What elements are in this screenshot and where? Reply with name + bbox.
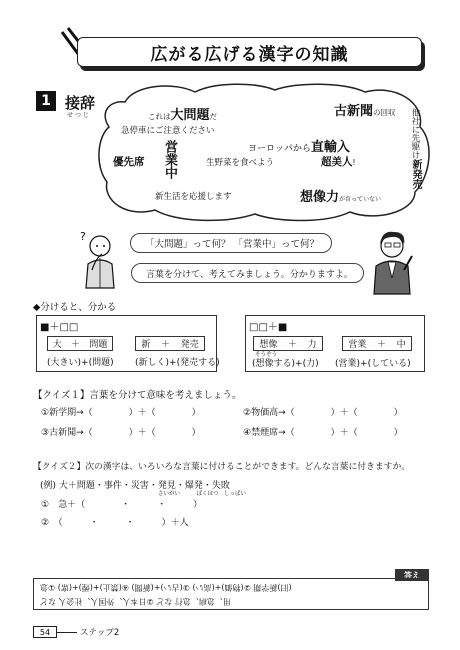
section-title: 接辞 [65,94,96,112]
question-bubble: 「大問題」って何？ 「営業中」って何？ [130,233,332,253]
right-ruby: そうぞう [255,352,278,358]
cloud-word-10: 新生活を応援します [155,192,232,202]
cloud-word-5: 他社に先駆け新発売 [410,108,421,189]
cloud-word-8: 生野菜を食べよう [206,158,275,168]
right-example-2: 営業 ＋ 中 [342,336,412,351]
right-gloss-2: (営業)+(している) [335,359,411,369]
answer-line-1: (旧)新学期 ②(物価)+(高い) ③(古い)+(新聞) ④(禁止)+(煙)+(席) ①急 [40,583,292,592]
quiz2-item-2: ② （ ・ ・ ）＋人 [41,518,189,528]
cloud-word-3: 急停車にご注意ください [121,126,215,136]
left-example-2: 新 ＋ 発売 [135,336,205,351]
cloud-word-1: これは大問題だ [148,108,218,123]
cloud-word-9: 超美人! [321,156,356,168]
quiz1-heading: 【クイズ１】言葉を分けて意味を考えましょう。 [33,390,242,401]
quiz1-item-2: ②物価高→（ ）＋（ ） [243,408,403,418]
quiz2-example-ruby: さいがい ばくはつ しっぱい [158,491,247,497]
right-pattern: □□＋■ [249,322,288,333]
right-gloss-1: (想像する)+(力) [252,359,319,369]
quiz1-item-4: ④禁煙席→（ ）＋（ ） [243,428,403,438]
quiz2-example: (例) 大＋問題・事件・災害・発見・爆発・失敗 [40,481,230,491]
cloud-word-6: 優先席 [113,156,145,168]
section-number: 1 [36,91,56,111]
section-ruby: せつじ [67,112,92,119]
right-example-1: 想像 ＋ 力 [253,336,323,351]
cloud-word-2: 古新聞の回収 [334,104,396,119]
cloud-word-7: 営業中 [162,140,177,179]
cloud-word-11: 想像力が育っていない [300,190,382,205]
teacher-illustration [368,226,416,296]
quiz2-item-1: ① 急＋（ ・ ・ ） [41,500,203,510]
student-illustration [78,228,118,290]
cloud-word-4: ヨーロッパから直輸入 [248,140,350,155]
quiz1-item-1: ①新学期→（ ）＋（ ） [41,408,201,418]
left-example-1: 大 ＋ 問題 [47,336,113,351]
footer-divider [57,632,77,633]
quiz2-heading: 【クイズ２】次の漢字は、いろいろな言葉に付けることができます。どんな言葉に付きますか。 [33,462,411,472]
step-label: ステップ2 [80,628,120,638]
answer-tab: 答え [395,569,429,581]
quiz1-item-3: ③古新聞→（ ）＋（ ） [41,428,201,438]
answer-bubble: 言葉を分けて、考えてみましょう。分かりますよ。 [131,263,364,283]
answer-line-2: 用、急病、急行 など ②日本人、外国人、社会人 など [40,597,231,606]
page-number: 54 [33,626,57,638]
left-gloss-2: (新しく)+(発売する) [135,358,220,368]
split-heading: ◆分けると、分かる [33,302,117,313]
left-gloss-1: (大きい)+(問題) [47,358,114,368]
left-pattern: ■＋□□ [40,322,79,333]
page-title: 広がる広げる漢字の知識 [77,37,422,67]
svg-text:?: ? [80,230,86,243]
